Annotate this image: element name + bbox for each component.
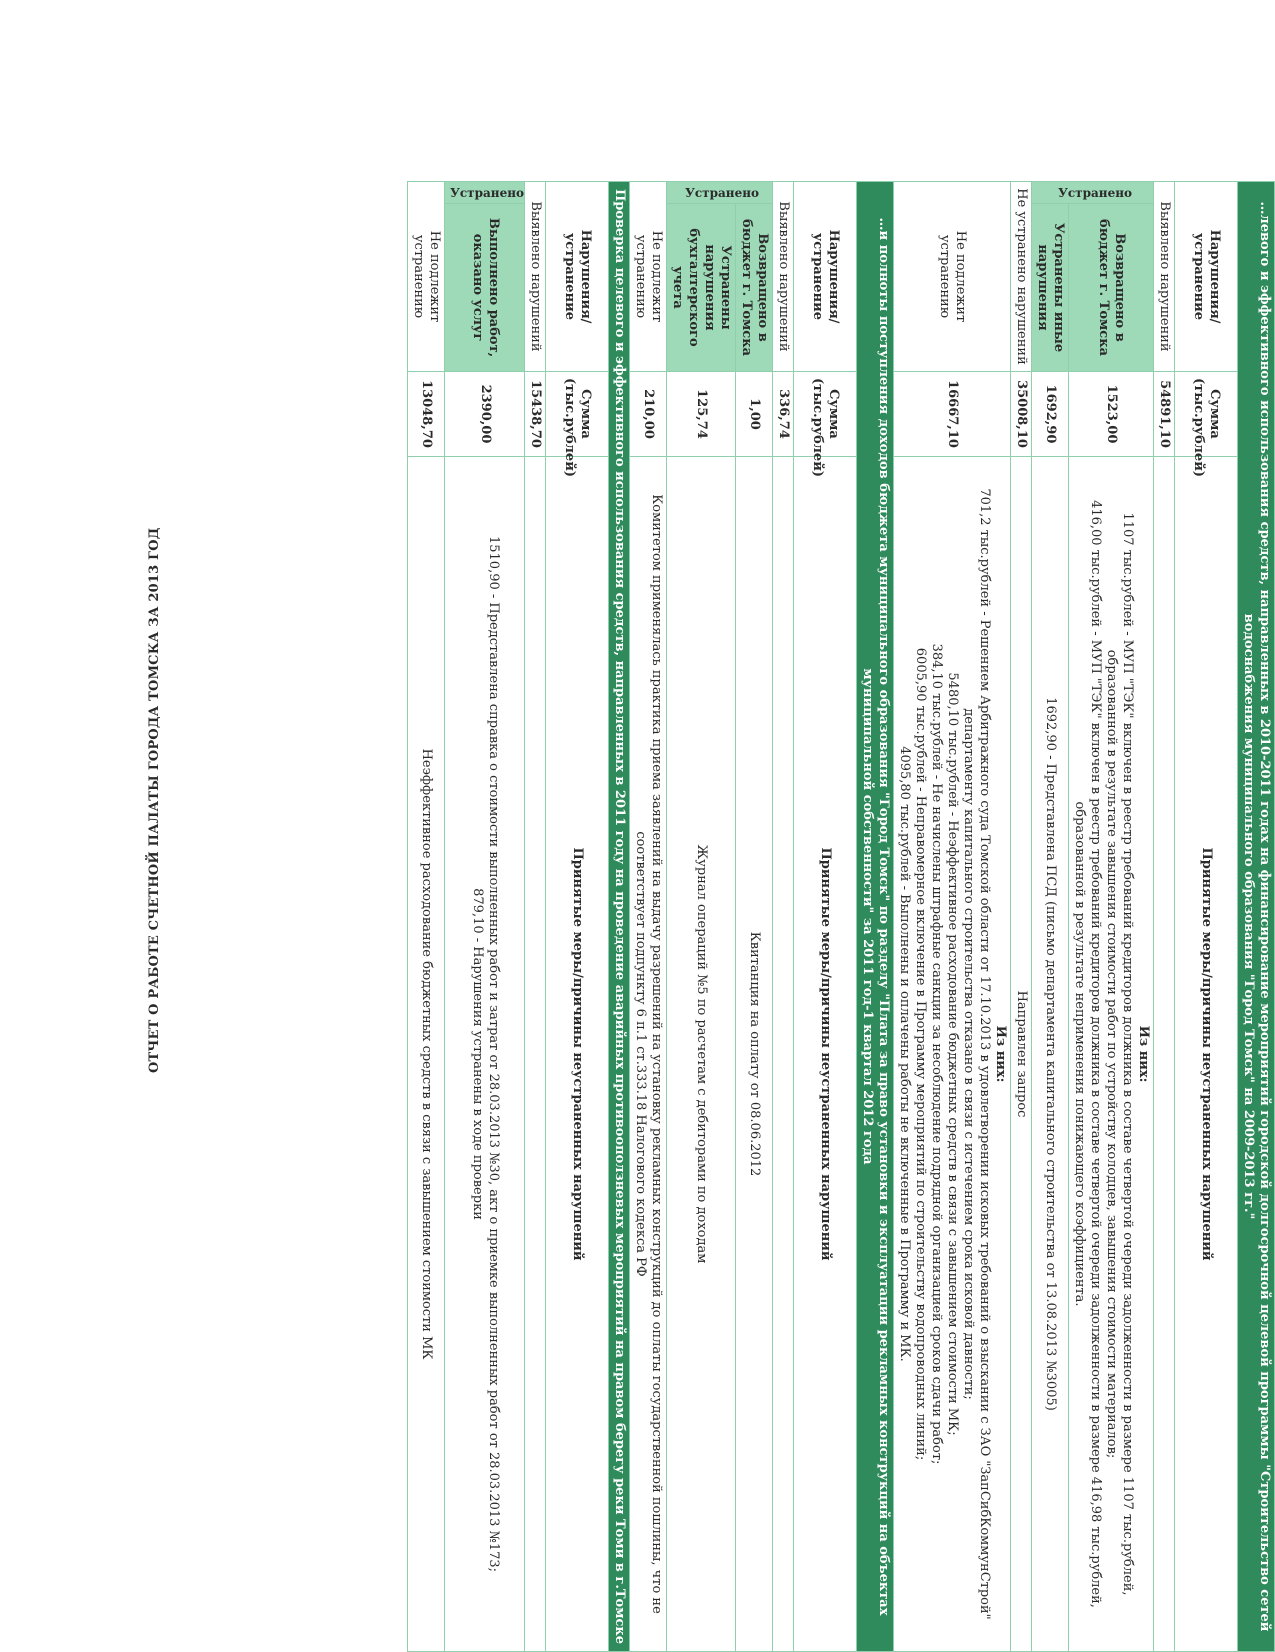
- row-label: Возвращено в бюджет г. Томска: [1069, 204, 1154, 372]
- column-header-row: [1175, 182, 1238, 1652]
- column-header-violation: Нарушения/устранение: [794, 182, 857, 372]
- row-measures: [630, 457, 667, 1652]
- measure-text: 4095,80 тыс.рублей - Выполнены и оплачены работы не включенные в Программу и МК.: [897, 746, 912, 1362]
- row-sum: 1,00: [736, 372, 773, 457]
- report-table: [407, 181, 1275, 1652]
- column-header-measures: Принятые меры/причины неустраненных нарушений: [794, 457, 857, 1652]
- column-header-row: [794, 182, 857, 1652]
- section-title: …левого и эффективного использования средств, направленных в 2010-2011 годах на финансирование мероприятий городской долгосрочной целевой программы "Строительство сетей водоснабжения муниципального образования "Город Томск" на 2009-2013 гг.": [1238, 182, 1275, 1652]
- measure-text: Направлен запрос: [1014, 990, 1029, 1118]
- row-label: Выявлено нарушений: [525, 182, 546, 372]
- measure-text: Комитетом применялась практика приема заявлений на выдачу разрешений на установку рекламных конструкций до оплаты государственной пошлины, что не соответствует подпункту 6 п.1 ст.333.18 Налогового кодекса РФ: [633, 494, 664, 1614]
- measure-text: 1692,90 - Представлена ПСД (письмо департамента капитального строительства от 13.08.2013 №3005): [1043, 697, 1058, 1411]
- row-measures: [525, 457, 546, 1652]
- row-measures: [408, 457, 445, 1652]
- table-row: [1154, 182, 1175, 1652]
- row-sum: 16667,10: [894, 372, 1011, 457]
- measure-text: Неэффективное расходование бюджетных средств в связи с завышением стоимости МК: [419, 748, 435, 1360]
- row-measures: [1011, 457, 1032, 1652]
- row-label: Устранены нарушения бухгалтерского учета: [667, 204, 736, 372]
- row-measures: [773, 457, 794, 1652]
- section-header: [1238, 182, 1275, 1652]
- column-header-sum: Сумма (тыс.рублей): [794, 372, 857, 457]
- row-label: Возвращено в бюджет г. Томска: [736, 204, 773, 372]
- report-table-container: [175, 181, 1275, 1651]
- row-sum: 1523,00: [1069, 372, 1154, 457]
- column-header-sum: Сумма (тыс.рублей): [546, 372, 609, 457]
- row-label: Не подлежит устранению: [408, 182, 445, 372]
- column-header-measures: Принятые меры/причины неустраненных нарушений: [1175, 457, 1238, 1652]
- group-label-cell: [667, 182, 773, 204]
- column-header-violation: Нарушения/устранение: [1175, 182, 1238, 372]
- row-measures: [1154, 457, 1175, 1652]
- column-header-measures: Принятые меры/причины неустраненных нарушений: [546, 457, 609, 1652]
- rotated-sheet: [175, 181, 1275, 1651]
- group-label: Устранено: [685, 185, 759, 200]
- measure-text: 384,10 тыс.рублей - Не начислены штрафные санкции за несоблюдение подрядной организацией сроков сдачи работ;: [929, 643, 944, 1465]
- measure-text: 879,10 - Нарушения устранены в ходе проверки: [469, 888, 485, 1220]
- row-label: Устранены иные нарушения: [1032, 204, 1069, 372]
- measure-text: 5480,10 тыс.рублей - Неэффективное расходование бюджетных средств в связи с завышением стоимости МК;: [945, 672, 960, 1436]
- table-row: [1032, 182, 1069, 1652]
- table-row: [1011, 182, 1032, 1652]
- row-measures: [1069, 457, 1154, 1652]
- measure-text: Из них:: [993, 1025, 1008, 1083]
- row-sum: 13048,70: [408, 372, 445, 457]
- section-title: …и полноты поступления доходов бюджета муниципального образования "Город Томск" по разделу "Плата за право установки и эксплуатации рекламных конструкций на объектах муниципальной собственности" за 2011 год-1 квартал 2012 года: [857, 182, 894, 1652]
- table-row: [894, 182, 1011, 1652]
- table-row: [736, 182, 773, 1652]
- measure-text: 701,2 тыс.рублей - Решением Арбитражного суда Томской области от 17.10.2013 в удовлетворении исковых требований о взыскании с ЗАО "ЗапСибКоммунСтрой" департаменту капитального строительства отказано в связи с истечением срока исковой давности;: [961, 488, 992, 1620]
- measure-text: Из них:: [1136, 1025, 1151, 1083]
- measure-text: Журнал операций №5 по расчетам с дебиторами по доходам: [694, 844, 709, 1264]
- group-label: Устранено: [1058, 185, 1132, 200]
- row-sum: 15438,70: [525, 372, 546, 457]
- row-label: Не подлежит устранению: [894, 182, 1011, 372]
- measure-text: 6005,90 тыс.рублей - Неправомерное включение в Программу мероприятий по строительству водопроводных линий;: [913, 647, 928, 1461]
- table-row: [525, 182, 546, 1652]
- measure-text: 1107 тыс.рублей - МУП "ТЭК" включен в реестр требований кредиторов должника в составе четвертой очереди задолженности в размере 1107 тыс.рублей, образованной в результате завышения стоимости работ по устройству колодцев, завышения стоимости материалов;: [1104, 512, 1135, 1596]
- row-sum: 336,74: [773, 372, 794, 457]
- table-row: [1069, 182, 1154, 1652]
- section-title: Проверка целевого и эффективного использования средств, направленных в 2011 году на проведение аварийных противооползневых мероприятий на правом берегу реки Томи в г.Томске: [609, 182, 630, 1652]
- measure-text: Квитанция на оплату от 08.06.2012: [747, 931, 762, 1177]
- row-measures: [736, 457, 773, 1652]
- row-sum: 2390,00: [445, 372, 525, 457]
- table-row: [667, 182, 736, 1652]
- group-label-cell: [445, 182, 525, 204]
- row-label: Выявлено нарушений: [773, 182, 794, 372]
- table-row: [408, 182, 445, 1652]
- row-measures: [667, 457, 736, 1652]
- row-sum: 1692,90: [1032, 372, 1069, 457]
- column-header-sum: Сумма (тыс.рублей): [1175, 372, 1238, 457]
- row-label: Выполнено работ, оказано услуг: [445, 204, 525, 372]
- table-row: [773, 182, 794, 1652]
- row-measures: [894, 457, 1011, 1652]
- row-label: Не подлежит устранению: [630, 182, 667, 372]
- column-header-violation: Нарушения/устранение: [546, 182, 609, 372]
- measure-text: 1510,90 - Представлена справка о стоимости выполненных работ и затрат от 28.03.2013 №30, акт о приемке выполненных работ от 28.03.2013 №173;: [485, 535, 501, 1573]
- row-sum: 54891,10: [1154, 372, 1175, 457]
- row-label: Не устранено нарушений: [1011, 182, 1032, 372]
- row-sum: 125,74: [667, 372, 736, 457]
- section-header: [857, 182, 894, 1652]
- table-row: [630, 182, 667, 1652]
- page-title: ОТЧЕТ О РАБОТЕ СЧЕТНОЙ ПАЛАТЫ ГОРОДА ТОМСКА ЗА 2013 ГОД: [147, 527, 162, 1073]
- measure-text: 416,00 тыс.рублей - МУП "ТЭК" включен в реестр требований кредиторов должника в составе четвертой очереди задолженности в размере 416,98 тыс.рублей, образованной в результате неприменения понижающего коэффициента.: [1072, 500, 1103, 1608]
- row-sum: 210,00: [630, 372, 667, 457]
- section-header: [609, 182, 630, 1652]
- row-sum: 35008,10: [1011, 372, 1032, 457]
- row-measures: [1032, 457, 1069, 1652]
- row-label: Выявлено нарушений: [1154, 182, 1175, 372]
- table-row: [445, 182, 525, 1652]
- column-header-row: [546, 182, 609, 1652]
- group-label: Устранено: [450, 185, 524, 200]
- group-label-cell: [1032, 182, 1154, 204]
- row-measures: [445, 457, 525, 1652]
